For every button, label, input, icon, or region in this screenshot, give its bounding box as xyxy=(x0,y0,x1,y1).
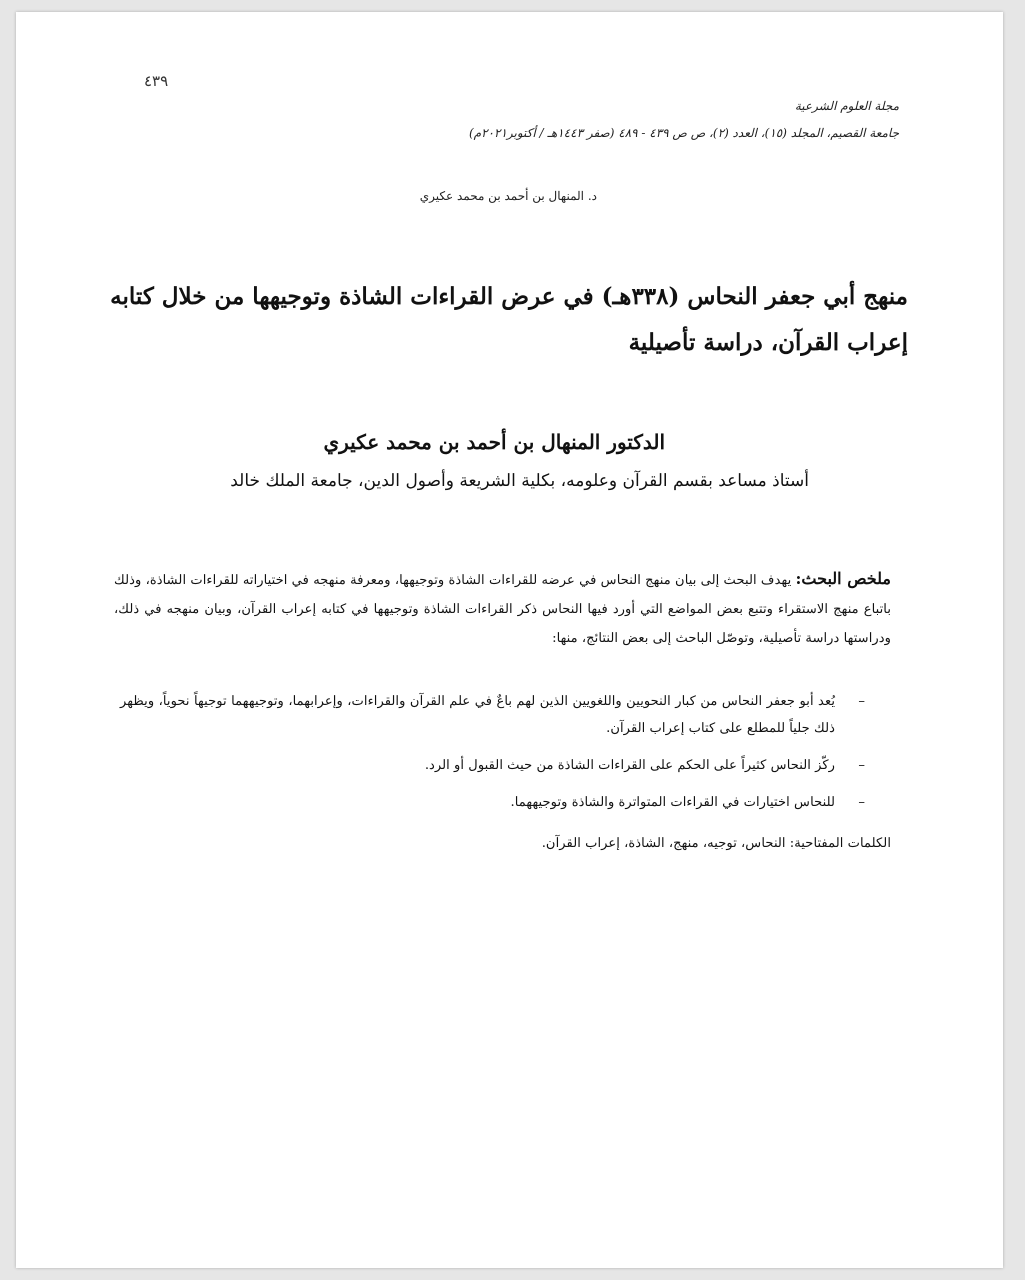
author-affiliation: أستاذ مساعد بقسم القرآن وعلومه، بكلية الشريعة وأصول الدين، جامعة الملك خالد xyxy=(230,471,809,491)
bullet-dash: – xyxy=(858,795,865,810)
header-author: د. المنهال بن أحمد بن محمد عكيري xyxy=(419,189,597,203)
list-item xyxy=(120,752,875,779)
journal-name: مجلة العلوم الشرعية xyxy=(794,99,899,113)
abstract-paragraph xyxy=(114,564,891,653)
list-item-text: للنحاس اختيارات في القراءات المتواترة والشاذة وتوجيههما. xyxy=(510,795,835,810)
paper-title: منهج أبي جعفر النحاس (٣٣٨هـ) في عرض القراءات الشاذة وتوجيهها من خلال كتابه إعراب القرآن، دراسة تأصيلية xyxy=(110,283,908,356)
journal-issue-info: جامعة القصيم، المجلد (١٥)، العدد (٢)، ص ص ٤٣٩ - ٤٨٩ (صفر ١٤٤٣هـ / أكتوبر٢٠٢١م) xyxy=(468,126,899,140)
keywords: الكلمات المفتاحية: النحاس، توجيه، منهج، الشاذة، إعراب القرآن. xyxy=(541,836,891,851)
list-item-text: ركّز النحاس كثيراً على الحكم على القراءات الشاذة من حيث القبول أو الرد. xyxy=(424,758,835,773)
author-name: الدكتور المنهال بن أحمد بن محمد عكيري xyxy=(323,430,665,454)
list-item xyxy=(120,789,875,816)
results-list xyxy=(120,688,875,826)
abstract-text: يهدف البحث إلى بيان منهج النحاس في عرضه للقراءات الشاذة وتوجيهها، ومعرفة منهجه في اختياراته للقراءات الشاذة، وذلك باتباع منهج الاستقراء وتتبع بعض المواضع التي أورد فيها النحاس ذكر القراءات الشاذة وتوجيهها في كتابه إعراب القرآن، وبيان منهجه في ذلك، ودراستها دراسة تأصيلية، وتوصّل الباحث إلى بعض النتائج، منها: xyxy=(114,573,891,646)
list-item-text: يُعد أبو جعفر النحاس من كبار النحويين واللغويين الذين لهم باعٌ في علم القرآن والقراءات، وإعرابهما، وتوجيههما توجيهاً نحوياً، ويظهر ذلك جلياً للمطلع على كتاب إعراب القرآن. xyxy=(120,694,835,736)
page-number: ٤٣٩ xyxy=(144,72,169,90)
bullet-dash: – xyxy=(858,694,865,709)
bullet-dash: – xyxy=(858,758,865,773)
document-page xyxy=(16,12,1003,1268)
abstract-label: ملخص البحث: xyxy=(795,569,892,588)
list-item xyxy=(120,688,875,742)
